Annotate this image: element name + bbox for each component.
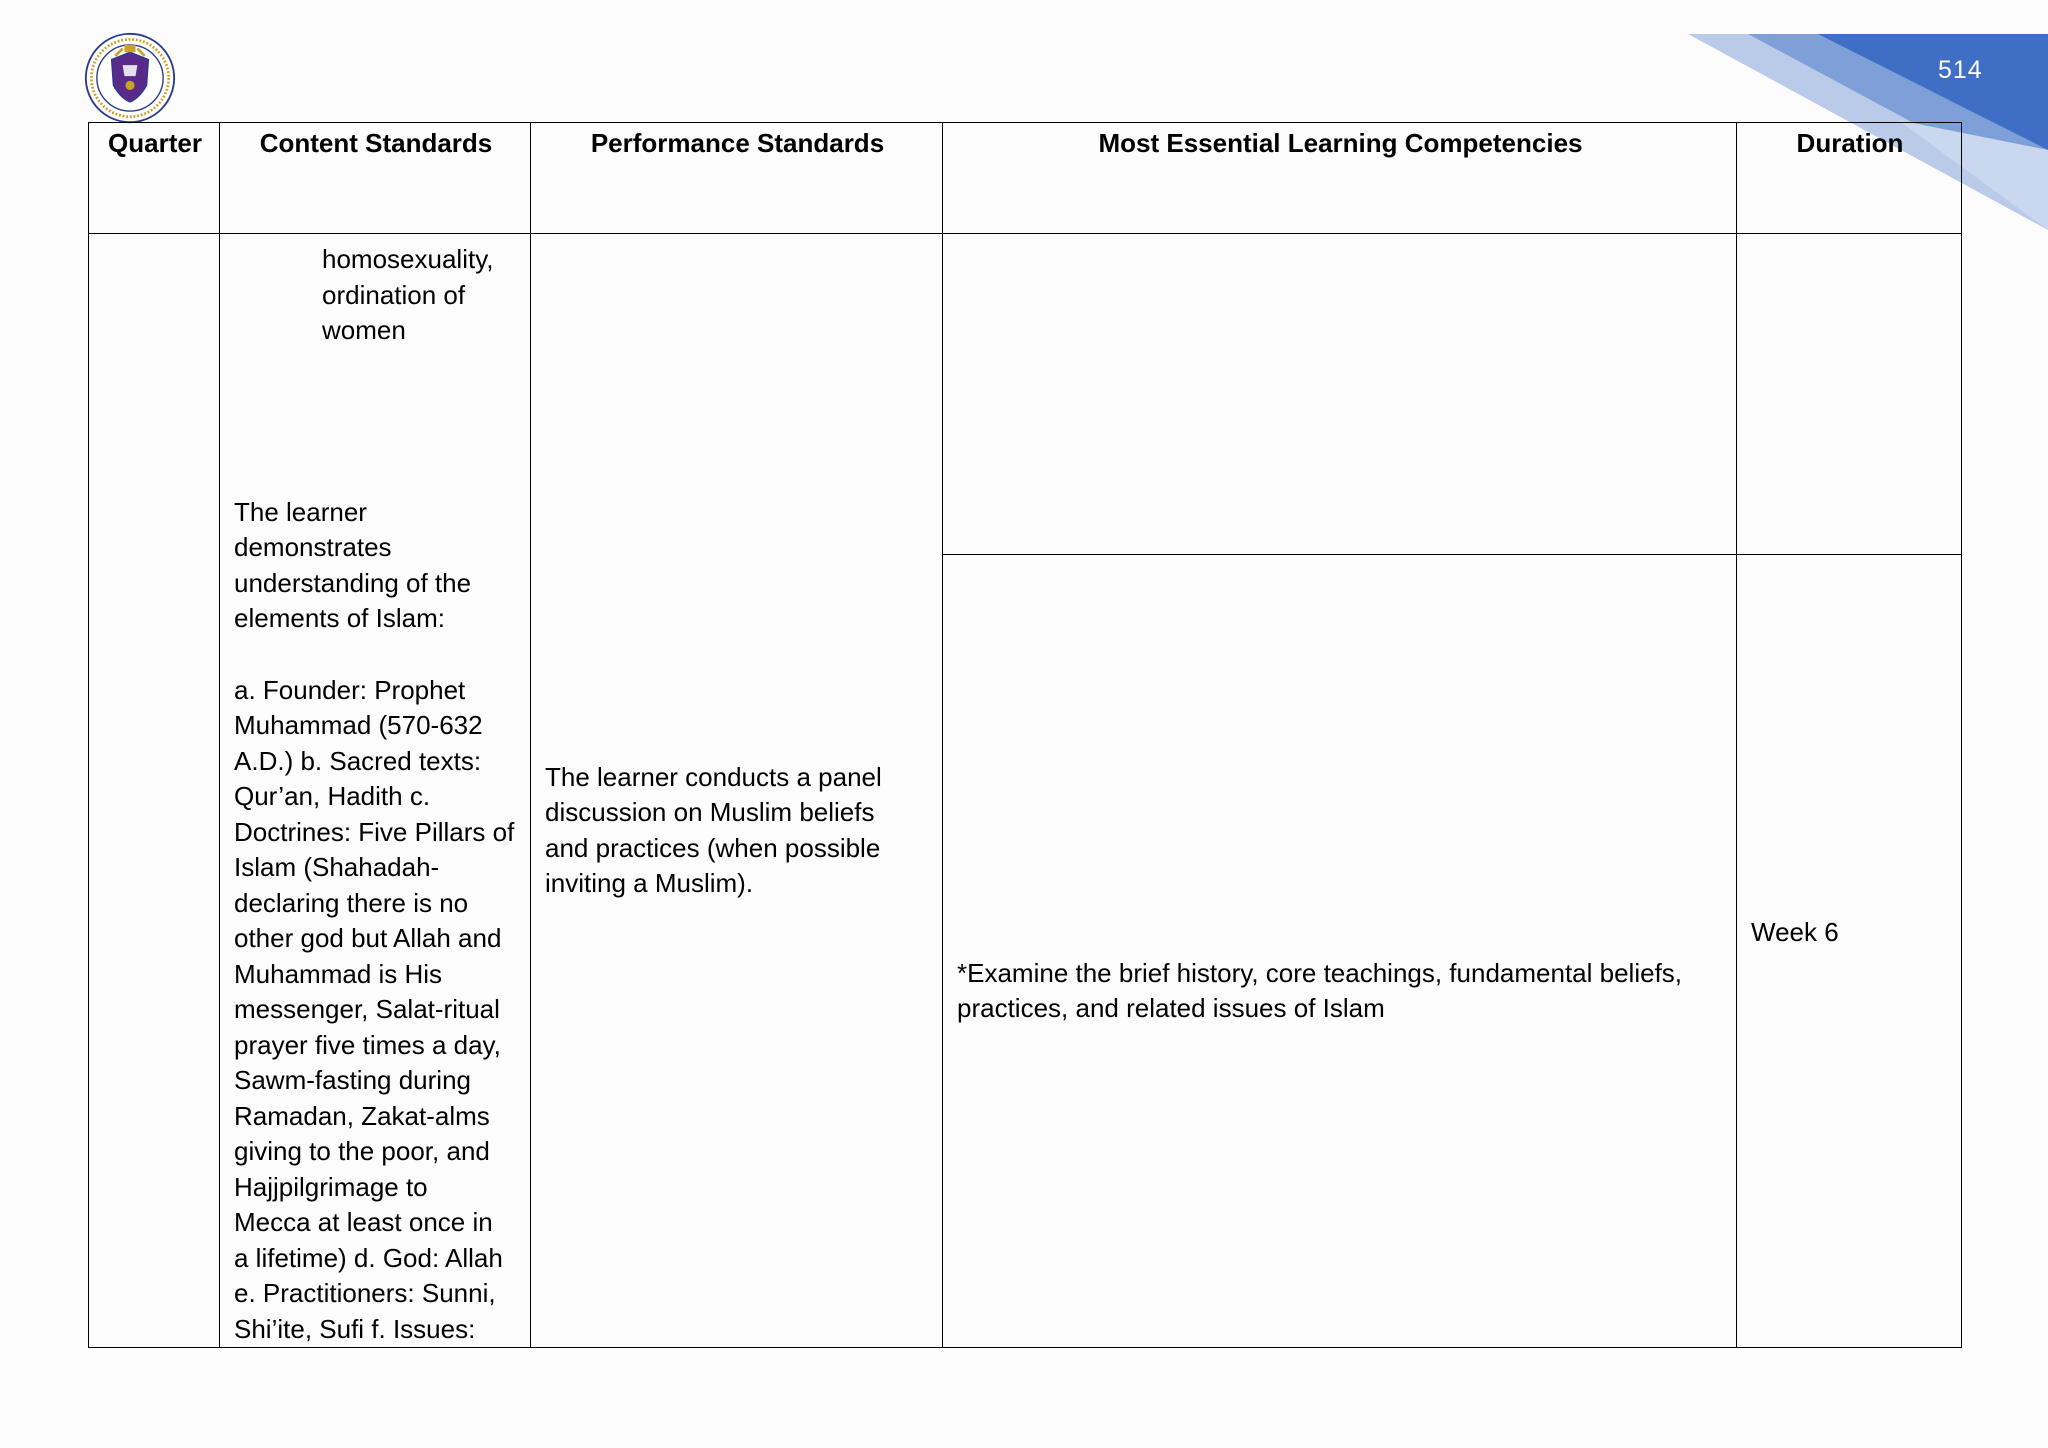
- header-melc: Most Essential Learning Competencies: [943, 123, 1737, 234]
- header-performance-standards: Performance Standards: [531, 123, 943, 234]
- table-row: [89, 234, 1962, 555]
- curriculum-table: [88, 122, 1962, 1348]
- deped-seal-icon: [84, 32, 176, 124]
- table-header-row: [89, 123, 1962, 234]
- header-quarter: Quarter: [89, 123, 220, 234]
- duration-cell-top: [1737, 234, 1962, 555]
- content-continued-text: homosexuality, ordination of women: [322, 244, 494, 345]
- quarter-cell: [89, 234, 220, 1348]
- content-intro-text: The learner demonstrates understanding of the elements of Islam:: [234, 496, 472, 633]
- melc-cell: *Examine the brief history, core teachings, fundamental beliefs, practices, and related issues of Islam: [943, 555, 1737, 1348]
- duration-cell: Week 6: [1737, 555, 1962, 1348]
- header-duration: Duration: [1737, 123, 1962, 234]
- melc-cell-top: [943, 234, 1737, 555]
- header-content-standards: Content Standards: [220, 123, 531, 234]
- performance-standards-cell: The learner conducts a panel discussion on Muslim beliefs and practices (when possible inviting a Muslim).: [531, 234, 943, 1348]
- page-number: 514: [1938, 56, 1983, 84]
- content-elements-list: a. Founder: Prophet Muhammad (570-632 A.D.) b. Sacred texts: Qur’an, Hadith c. Doctrines: Five Pillars of Islam (Shahadah- declaring there is no other god but Allah and Muhammad is His messenger, Salat-ritual prayer five times a day, Sawm-fasting during Ramadan, Zakat-alms giving to the poor, and Hajjpilgrimage to Mecca at least once in a lifetime) d. God: Allah e. Practitioners: Sunni, Shi’ite, Sufi f. Issues:: [234, 674, 515, 1344]
- content-standards-cell: [220, 234, 531, 1348]
